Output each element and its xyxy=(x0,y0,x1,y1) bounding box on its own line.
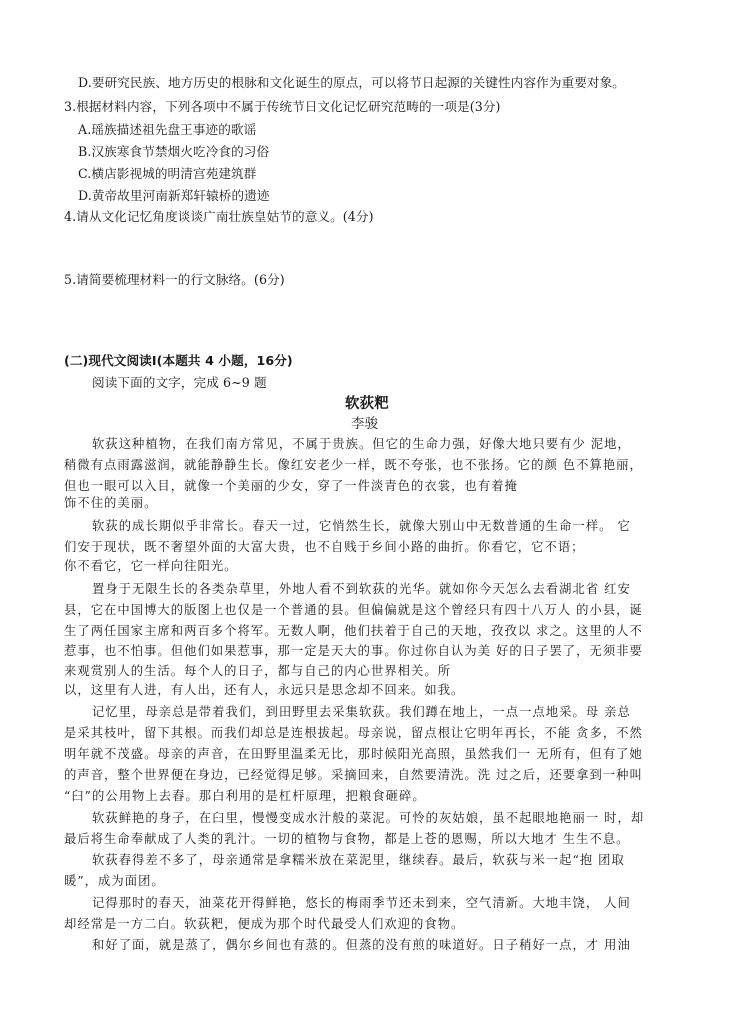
article-line: 县，它在中国博大的版图上也仅是一个普通的县。但偏偏就是这个曾经只有四十八万人 的小县，诞 xyxy=(64,603,643,617)
article-line: 软荻的成长期似乎非常长。春天一过，它悄然生长，就像大别山中无数普通的生命一样。 它 xyxy=(92,519,631,533)
q4-stem: 4.请从文化记忆角度谈谈广南壮族皇姑节的意义。(4分) xyxy=(64,209,374,224)
article-line: 最后将生命奉献成了人类的乳汁。一切的植物与食物，都是上苍的恩赐，所以大地才 生生不息。 xyxy=(64,832,630,846)
article-line: 饰不住的美丽。 xyxy=(64,496,158,510)
article-author: 李骏 xyxy=(351,416,379,432)
q5-stem: 5.请简要梳理材料一的行文脉络。(6分) xyxy=(64,272,285,287)
article-line: 稍微有点雨露滋润，就能静静生长。像红安老少一样，既不夸张，也不张扬。它的颜 色不算艳丽， xyxy=(64,458,643,472)
article-line: 生了两任国家主席和两百多个将军。无数人啊，他们扶着于自己的天地，孜孜以 求之。这里的人不 xyxy=(64,624,643,638)
article-line: 软荻这种植物，在我们南方常见，不属于贵族。但它的生命力强，好像大地只要有少 泥地， xyxy=(92,437,631,451)
article-line: 软荻舂得差不多了，母亲通常是拿糯米放在菜泥里，继续舂。最后，软荻与米一起“抱 团取 xyxy=(92,853,625,867)
article-line: 明年就不茂盛。母亲的声音，在田野里温柔无比，那时候阳光高照，虽然我们一 无所有，但有了她 xyxy=(64,747,643,761)
article-line: 惹事，也不怕事。但他们如果惹事，那一定是天大的事。你过你自认为美 好的日子罢了，无须非要 xyxy=(64,644,643,658)
article-line: 置身于无限生长的各类杂草里，外地人看不到软荻的光华。就如你今天怎么去看湖北省 红安 xyxy=(92,582,631,596)
article-line: 你不看它，它一样向往阳光。 xyxy=(64,559,238,573)
article-line: 以，这里有人进，有人出，还有人，永远只是思念却不回来。如我。 xyxy=(64,683,465,697)
q2-option-d: D.要研究民族、地方历史的根脉和文化诞生的原点，可以将节日起源的关键性内容作为重要对象。 xyxy=(78,75,625,90)
article-line: 记忆里，母亲总是带着我们，到田野里去采集软荻。我们蹲在地上，一点一点地采。母 亲总 xyxy=(92,705,631,719)
section-instruction: 阅读下面的文字，完成 6~9 题 xyxy=(92,375,267,390)
article-line: 们安于现状，既不奢望外面的大富大贵，也不自贱于乡间小路的曲折。你看它，它不语； xyxy=(64,540,585,554)
article-line: 来观赏别人的生活。每个人的日子，都与自己的内心世界相关。所 xyxy=(64,664,452,678)
q3-stem: 3.根据材料内容，下列各项中不属于传统节日文化记忆研究范畴的一项是(3分) xyxy=(64,99,501,114)
article-title: 软荻粑 xyxy=(345,396,389,412)
q3-option-b: B.汉族寒食节禁烟火吃冷食的习俗 xyxy=(78,144,270,159)
q3-option-d: D.黄帝故里河南新郑轩辕桥的遗迹 xyxy=(78,188,270,203)
article-line: 和好了面，就是蒸了，偶尔乡间也有蒸的。但蒸的没有煎的味道好。日子稍好一点，才 用油 xyxy=(92,938,631,952)
q3-option-c: C.横店影视城的明清宫苑建筑群 xyxy=(78,166,257,181)
article-line: 是采其枝叶，留下其根。而我们却总是连根拔起。母亲说，留点根让它明年再长，不能 贪多，不然 xyxy=(64,726,643,740)
q3-option-a: A.瑶族描述祖先盘王事迹的歌谣 xyxy=(78,122,257,137)
article-line: 但也一眼可以入目，就像一个美丽的少女，穿了一件淡青色的衣裳，也有着掩 xyxy=(64,479,518,493)
article-line: 的声音，整个世界便在身边，已经觉得足够。采摘回来，自然要清洗。洗 过之后，还要拿到一种叫 xyxy=(64,768,643,782)
article-line: 却经常是一方二白。软荻粑，便成为那个时代最受人们欢迎的食物。 xyxy=(64,917,465,931)
article-line: “臼”的公用物上去舂。那白利用的是杠杆原理，把粮食砸碎。 xyxy=(64,789,426,803)
article-line: 记得那时的春天，油菜花开得鲜艳，悠长的梅雨季节还未到来，空气清新。大地丰饶， 人间 xyxy=(92,896,631,910)
section-heading: (二)现代文阅读Ⅰ(本题共 4 小题，16分) xyxy=(64,353,293,368)
article-line: 暖”，成为面团。 xyxy=(64,874,165,888)
article-line: 软荻鲜艳的身子，在臼里，慢慢变成水汁般的菜泥。可怜的灰姑娘，虽不起眼地艳丽一 时，却 xyxy=(92,811,645,825)
